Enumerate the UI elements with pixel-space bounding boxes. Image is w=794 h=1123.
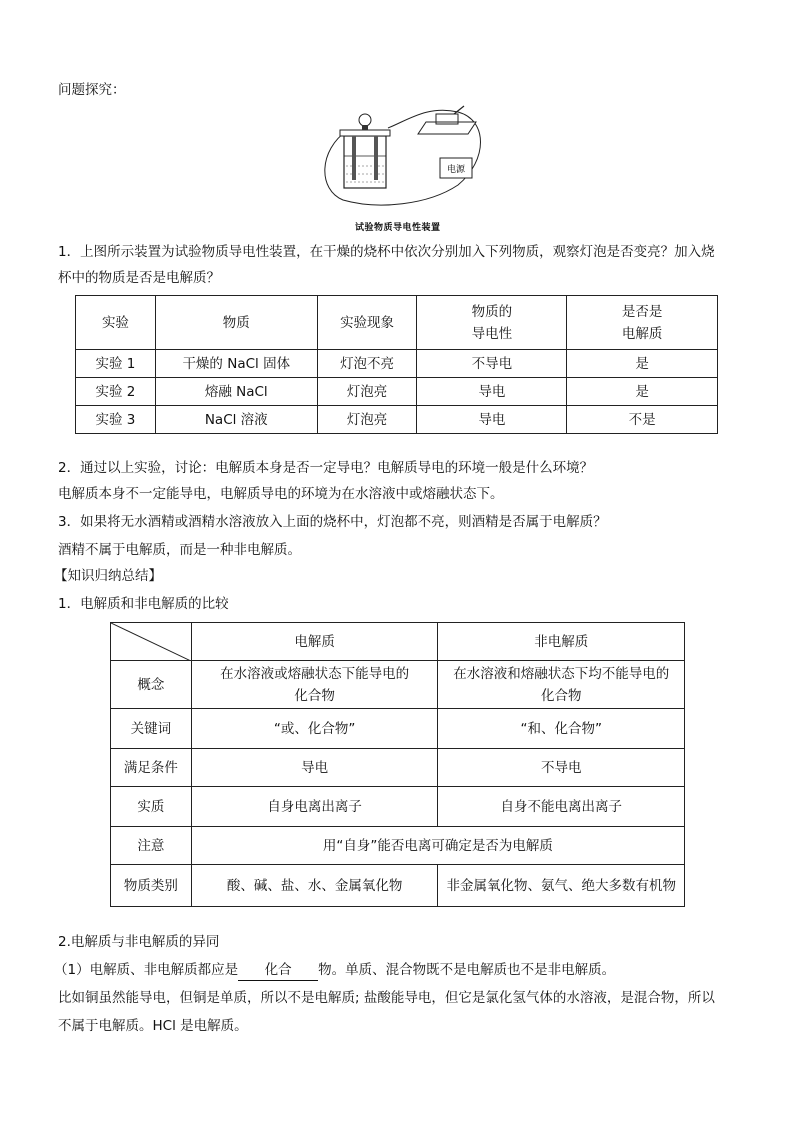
summary-title: 【知识归纳总结】	[54, 568, 162, 584]
table-cell: 实验 1	[76, 350, 156, 378]
table-cell: 灯泡不亮	[317, 350, 417, 378]
fill-blank: 化合	[238, 960, 318, 981]
apparatus-figure	[318, 100, 498, 230]
q3-question: 3．如果将无水酒精或酒精水溶液放入上面的烧杯中，灯泡都不亮，则酒精是否属于电解质？	[58, 514, 607, 530]
q3-answer: 酒精不属于电解质，而是一种非电解质。	[58, 542, 301, 558]
row-label: 满足条件	[111, 749, 192, 787]
header-cell: 是否是 电解质	[567, 296, 718, 350]
header-cell: 物质	[155, 296, 317, 350]
p1-text: 物。单质、混合物既不是电解质也不是非电解质。	[318, 962, 616, 978]
row-label: 概念	[111, 661, 192, 709]
table-cell: 不导电	[438, 749, 685, 787]
table-cell: 熔融 NaCl	[155, 378, 317, 406]
table-cell: 非金属氧化物、氨气、绝大多数有机物	[438, 865, 685, 907]
table-cell: 灯泡亮	[317, 406, 417, 434]
table-row	[76, 406, 718, 434]
p1-text: （1）电解质、非电解质都应是	[54, 962, 239, 978]
header-cell: 实验	[76, 296, 156, 350]
table-row	[76, 378, 718, 406]
table-cell: “或、化合物”	[191, 709, 438, 749]
table-header-row	[76, 296, 718, 350]
bulb-icon	[359, 114, 371, 126]
section2-p2-line2: 不属于电解质。HCl 是电解质。	[58, 1018, 248, 1034]
table-cell: 导电	[417, 406, 567, 434]
header-cell: 电解质	[191, 623, 438, 661]
table-cell: 导电	[191, 749, 438, 787]
row-label: 物质类别	[111, 865, 192, 907]
compare-title: 1．电解质和非电解质的比较	[58, 596, 229, 612]
section-heading: 问题探究：	[58, 82, 126, 98]
q1-line1: 1．上图所示装置为试验物质导电性装置，在干燥的烧杯中依次分别加入下列物质，观察灯泡是否变亮？加入烧	[58, 244, 715, 260]
power-label: 电源	[446, 165, 466, 175]
table-cell: 是	[567, 350, 718, 378]
table-cell: 是	[567, 378, 718, 406]
table-cell: 灯泡亮	[317, 378, 417, 406]
table-cell: 干燥的 NaCl 固体	[155, 350, 317, 378]
table-row	[111, 709, 685, 749]
table-row	[111, 661, 685, 709]
table-row	[76, 350, 718, 378]
table-cell: 不是	[567, 406, 718, 434]
row-label: 关键词	[111, 709, 192, 749]
section2-p2-line1: 比如铜虽然能导电，但铜是单质，所以不是电解质; 盐酸能导电，但它是氯化氢气体的水溶液，是混合物，所以	[58, 990, 715, 1006]
row-label: 注意	[111, 827, 192, 865]
table-cell: 不导电	[417, 350, 567, 378]
comparison-table	[110, 622, 685, 907]
row-label: 实质	[111, 787, 192, 827]
table-row	[111, 787, 685, 827]
table-header-row	[111, 623, 685, 661]
diagonal-line	[111, 623, 191, 661]
experiment-table	[75, 295, 718, 434]
table-cell: 自身不能电离出离子	[438, 787, 685, 827]
table-cell: 酸、碱、盐、水、金属氧化物	[191, 865, 438, 907]
table-cell: 实验 2	[76, 378, 156, 406]
q1-line2: 杯中的物质是否是电解质？	[58, 270, 220, 286]
table-cell: 在水溶液或熔融状态下能导电的 化合物	[191, 661, 438, 709]
table-cell: 在水溶液和熔融状态下均不能导电的 化合物	[438, 661, 685, 709]
table-row	[111, 827, 685, 865]
header-cell: 非电解质	[438, 623, 685, 661]
figure-caption: 试验物质导电性装置	[355, 223, 441, 233]
table-cell: 实验 3	[76, 406, 156, 434]
table-cell: NaCl 溶液	[155, 406, 317, 434]
table-cell: “和、化合物”	[438, 709, 685, 749]
table-row	[111, 865, 685, 907]
diagonal-corner-cell	[111, 623, 192, 661]
merged-cell: 用“自身”能否电离可确定是否为电解质	[191, 827, 684, 865]
table-cell: 导电	[417, 378, 567, 406]
q2-question: 2．通过以上实验，讨论：电解质本身是否一定导电？电解质导电的环境一般是什么环境？	[58, 460, 594, 476]
section2-title: 2.电解质与非电解质的异同	[58, 934, 220, 950]
section2-p1	[54, 960, 615, 981]
table-row	[111, 749, 685, 787]
header-cell: 实验现象	[317, 296, 417, 350]
table-cell: 自身电离出离子	[191, 787, 438, 827]
q2-answer: 电解质本身不一定能导电，电解质导电的环境为在水溶液中或熔融状态下。	[58, 486, 504, 502]
header-cell: 物质的 导电性	[417, 296, 567, 350]
